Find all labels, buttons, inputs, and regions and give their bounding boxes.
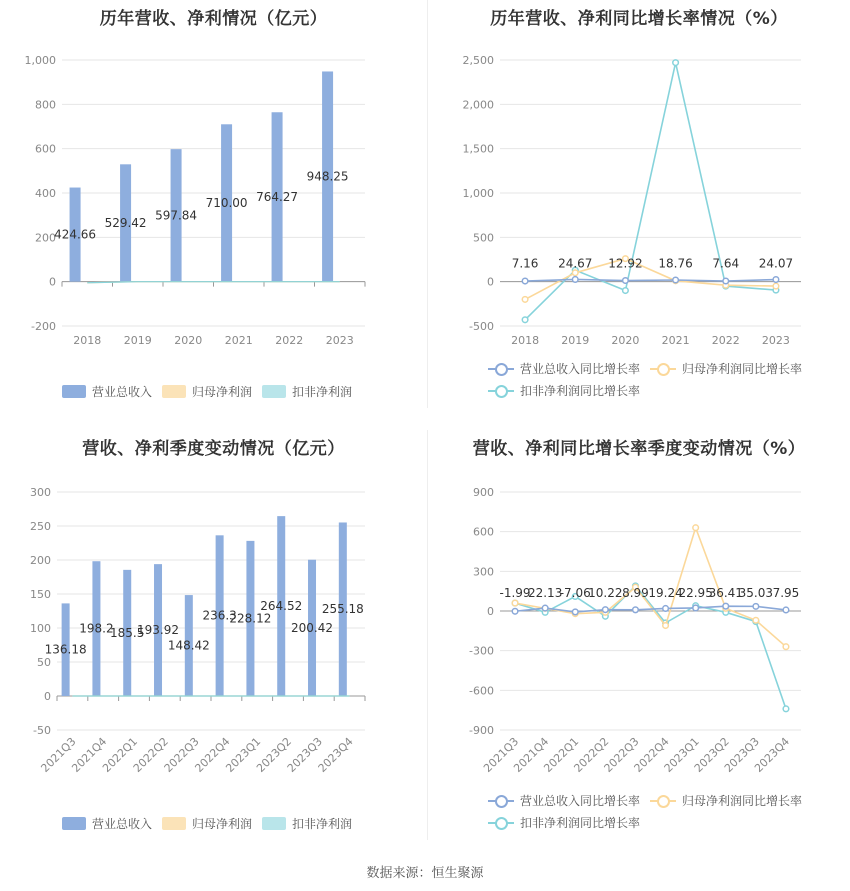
legend-np-growth[interactable] xyxy=(650,792,802,809)
y-tick-label: 2,000 xyxy=(462,98,494,112)
x-tick-label: 2018 xyxy=(73,334,102,347)
annual-line-panel xyxy=(428,0,850,408)
y-tick-label: 400 xyxy=(35,187,56,200)
data-label: 264.52 xyxy=(260,599,303,614)
point-revenue-growth xyxy=(663,606,669,612)
legend-swatch xyxy=(262,817,286,830)
legend xyxy=(0,815,427,831)
x-tick-label: 2022Q1 xyxy=(100,734,141,775)
data-label: 148.42 xyxy=(167,638,210,653)
legend-net-profit[interactable] xyxy=(162,815,252,832)
quarter-line-panel xyxy=(428,430,850,840)
legend-swatch xyxy=(650,794,676,808)
x-tick-label: 2019 xyxy=(561,334,590,347)
quarter-bar-panel xyxy=(0,430,427,840)
data-label: 193.92 xyxy=(137,623,180,638)
y-tick-label: -200 xyxy=(31,320,56,333)
legend-rev-growth[interactable] xyxy=(488,360,640,377)
legend-net-profit[interactable] xyxy=(162,383,252,400)
x-tick-label: 2020 xyxy=(174,334,203,347)
point-revenue-growth xyxy=(542,605,548,611)
legend xyxy=(428,360,850,400)
x-tick-label: 2022Q2 xyxy=(130,734,171,775)
quarter-line-chart xyxy=(428,430,850,840)
data-source: 数据来源：恒生聚源 xyxy=(366,866,484,881)
legend-swatch xyxy=(162,817,186,830)
legend-label: 扣非净利润 xyxy=(292,385,353,399)
data-label: 8.99 xyxy=(622,586,649,600)
x-tick-label: 2021 xyxy=(224,334,253,347)
point-net-profit-growth xyxy=(783,644,789,650)
legend-swatch xyxy=(488,794,514,808)
legend-label: 营业总收入 xyxy=(92,385,153,399)
point-deducted-growth xyxy=(522,317,528,323)
x-tick-label: 2022Q4 xyxy=(631,734,672,775)
y-tick-label: -500 xyxy=(469,320,494,333)
y-tick-label: -300 xyxy=(469,644,494,658)
legend-label: 扣非净利润 xyxy=(292,817,353,831)
legend-revenue[interactable] xyxy=(62,815,152,832)
legend-rev-growth[interactable] xyxy=(488,792,640,809)
legend-swatch xyxy=(488,816,514,830)
point-revenue-growth xyxy=(512,608,518,614)
x-tick-label: 2020 xyxy=(611,334,640,347)
y-tick-label: 600 xyxy=(35,142,56,156)
point-net-profit-growth xyxy=(693,525,699,531)
point-deducted-growth xyxy=(673,60,679,66)
chart-title: 营收、净利同比增长率季度变动情况（%） xyxy=(472,439,806,459)
legend-swatch xyxy=(162,385,186,398)
data-label: 597.84 xyxy=(155,208,198,223)
point-net-profit-growth xyxy=(663,623,669,629)
point-revenue-growth xyxy=(723,603,729,609)
x-tick-label: 2023Q3 xyxy=(721,734,762,775)
y-tick-label: 900 xyxy=(473,486,494,499)
data-label: 24.07 xyxy=(758,256,794,271)
legend-np-growth[interactable] xyxy=(650,360,802,377)
x-tick-label: 2018 xyxy=(511,334,540,347)
data-label: 19.24 xyxy=(648,586,683,600)
data-label: 18.76 xyxy=(658,256,693,271)
y-tick-label: 800 xyxy=(35,98,56,112)
data-label: 7.95 xyxy=(772,586,800,600)
legend-swatch xyxy=(650,362,676,376)
y-tick-label: 1,000 xyxy=(24,54,56,67)
legend-revenue[interactable] xyxy=(62,383,152,400)
data-label: 7.64 xyxy=(712,256,740,271)
x-tick-label: 2023Q1 xyxy=(661,734,702,775)
legend-label: 扣非净利润同比增长率 xyxy=(520,816,641,830)
data-label: 12.92 xyxy=(608,256,643,271)
legend-swatch xyxy=(262,385,286,398)
y-tick-label: -900 xyxy=(469,724,494,737)
point-revenue-growth xyxy=(603,607,609,613)
point-net-profit-growth xyxy=(753,617,759,623)
legend-deducted[interactable] xyxy=(262,383,352,400)
y-tick-label: 250 xyxy=(30,520,51,533)
y-tick-label: 150 xyxy=(30,588,51,601)
legend-swatch xyxy=(488,362,514,376)
y-tick-label: 0 xyxy=(487,605,494,618)
x-tick-label: 2021Q3 xyxy=(38,734,79,775)
x-tick-label: 2023Q4 xyxy=(752,734,793,775)
legend-swatch xyxy=(62,385,86,398)
y-tick-label: 200 xyxy=(30,554,51,567)
legend-swatch xyxy=(62,817,86,830)
point-revenue-growth xyxy=(572,609,578,615)
data-label: 24.67 xyxy=(558,256,593,271)
x-tick-label: 2022Q3 xyxy=(161,734,202,775)
y-tick-label: -50 xyxy=(33,724,51,737)
data-label: 228.12 xyxy=(229,611,272,626)
x-tick-label: 2022 xyxy=(275,334,304,347)
legend-label: 营业总收入 xyxy=(92,817,153,831)
legend-deducted[interactable] xyxy=(262,815,352,832)
data-label: 22.13 xyxy=(527,586,563,600)
point-deducted-growth xyxy=(623,288,629,294)
data-label: 710.00 xyxy=(205,195,248,210)
chart-title: 营收、净利季度变动情况（亿元） xyxy=(82,439,345,459)
legend xyxy=(428,792,850,832)
annual-line-chart xyxy=(428,0,850,408)
point-revenue-growth xyxy=(522,278,528,284)
legend-label: 归母净利润同比增长率 xyxy=(682,362,803,376)
x-tick-label: 2022Q4 xyxy=(192,734,233,775)
legend-ded-growth[interactable] xyxy=(488,814,640,831)
y-tick-label: 1,500 xyxy=(462,142,494,156)
data-label: 529.42 xyxy=(104,215,147,230)
data-label: 36.41 xyxy=(708,586,743,600)
y-tick-label: 2,500 xyxy=(462,54,494,67)
point-revenue-growth xyxy=(673,277,679,283)
x-tick-label: 2023Q4 xyxy=(315,734,356,775)
legend-label: 扣非净利润同比增长率 xyxy=(520,384,641,398)
data-label: 22.95 xyxy=(678,586,713,600)
data-label: 236.3 xyxy=(202,608,237,623)
data-label: 424.66 xyxy=(54,227,97,242)
x-tick-label: 2021Q4 xyxy=(511,734,552,775)
x-tick-label: 2023 xyxy=(325,334,354,347)
data-label: 7.16 xyxy=(511,256,539,271)
data-label: 10.22 xyxy=(588,586,623,600)
legend-label: 归母净利润 xyxy=(192,817,253,831)
y-tick-label: 0 xyxy=(44,690,51,703)
x-tick-label: 2021Q3 xyxy=(481,734,522,775)
legend-label: 营业总收入同比增长率 xyxy=(520,794,641,808)
x-tick-label: 2022Q1 xyxy=(541,734,582,775)
data-label: -1.99 xyxy=(499,586,531,600)
data-label: 136.18 xyxy=(44,642,87,657)
point-net-profit-growth xyxy=(572,270,578,276)
data-label: 185.5 xyxy=(110,625,145,640)
y-tick-label: 100 xyxy=(30,622,51,635)
point-net-profit-growth xyxy=(773,283,779,289)
legend-label: 归母净利润 xyxy=(192,385,253,399)
point-revenue-growth xyxy=(572,277,578,283)
point-revenue-growth xyxy=(783,607,789,613)
x-tick-label: 2022 xyxy=(711,334,740,347)
y-tick-label: 0 xyxy=(49,275,56,289)
y-tick-label: 500 xyxy=(473,231,494,245)
x-tick-label: 2021Q4 xyxy=(69,734,110,775)
point-revenue-growth xyxy=(723,278,729,284)
x-tick-label: 2023Q2 xyxy=(254,734,295,775)
point-revenue-growth xyxy=(753,604,759,610)
y-tick-label: 600 xyxy=(473,525,494,539)
y-tick-label: 300 xyxy=(473,565,494,579)
point-revenue-growth xyxy=(633,607,639,613)
y-tick-label: 1,000 xyxy=(462,187,494,200)
chart-title: 历年营收、净利情况（亿元） xyxy=(99,9,328,29)
legend xyxy=(0,383,427,399)
y-tick-label: -600 xyxy=(469,684,494,698)
point-revenue-growth xyxy=(693,605,699,611)
legend-ded-growth[interactable] xyxy=(488,382,640,399)
data-label: -7.06 xyxy=(559,586,591,600)
y-tick-label: 50 xyxy=(37,656,51,669)
x-tick-label: 2023 xyxy=(761,334,790,347)
legend-swatch xyxy=(488,384,514,398)
legend-label: 营业总收入同比增长率 xyxy=(520,362,641,376)
y-tick-label: 200 xyxy=(35,231,56,245)
data-label: 764.27 xyxy=(256,189,299,204)
line-revenue-growth xyxy=(525,279,776,281)
quarter-bar-chart xyxy=(0,430,427,840)
x-tick-label: 2023Q2 xyxy=(691,734,732,775)
data-label: 35.03 xyxy=(738,586,774,600)
point-deducted-growth xyxy=(783,706,789,712)
x-tick-label: 2022Q2 xyxy=(571,734,612,775)
x-tick-label: 2023Q3 xyxy=(284,734,325,775)
y-tick-label: 300 xyxy=(30,486,51,499)
point-revenue-growth xyxy=(773,277,779,283)
y-tick-label: 0 xyxy=(487,275,494,289)
point-revenue-growth xyxy=(623,278,629,284)
legend-label: 归母净利润同比增长率 xyxy=(682,794,803,808)
data-label: 198.2 xyxy=(79,621,114,636)
x-tick-label: 2022Q3 xyxy=(601,734,642,775)
point-net-profit-growth xyxy=(522,297,528,303)
point-net-profit-growth xyxy=(512,600,518,606)
x-tick-label: 2023Q1 xyxy=(223,734,264,775)
x-tick-label: 2019 xyxy=(123,334,152,347)
annual-bar-panel xyxy=(0,0,427,408)
annual-bar-chart xyxy=(0,0,427,408)
data-label: 255.18 xyxy=(321,602,364,617)
x-tick-label: 2021 xyxy=(661,334,690,347)
data-label: 948.25 xyxy=(306,169,349,184)
chart-title: 历年营收、净利同比增长率情况（%） xyxy=(490,9,788,29)
data-label: 200.42 xyxy=(291,620,334,635)
